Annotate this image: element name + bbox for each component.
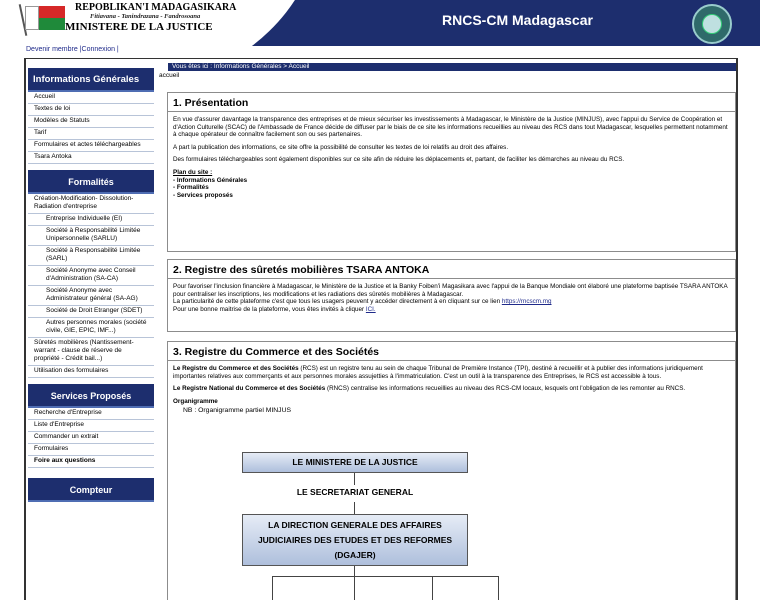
sidebar-item-tarif[interactable]: Tarif [28,128,154,140]
rncs-text: (RNCS) centralise les informations recueillies au niveau des RCS-CM locaux, lesquels ont l'obligation de les remonter au RNCS. [325,385,686,393]
sidebar-services-list [28,408,154,468]
sidebar-item-sdet[interactable]: Société de Droit Etranger (SDET) [28,306,154,318]
org-connector [354,566,355,576]
site-plan-title: Plan du site : [173,168,213,176]
sidebar-item-tsara-antoka[interactable]: Tsara Antoka [28,152,154,164]
user-bar [26,46,119,58]
org-connector [354,502,355,514]
sidebar-services-heading: Services Proposés [28,384,154,408]
userbar-separator: | [114,46,119,53]
org-connector [354,576,355,600]
sidebar-info-list [28,92,154,164]
ministry-seal-icon [692,4,732,44]
org-box-ministry: LE MINISTERE DE LA JUSTICE [242,452,468,473]
presentation-paragraph: Des formulaires téléchargeables sont également disponibles sur ce site afin de réduire les déplacements et, partant, de faciliter les démarches au niveau du RCS. [173,156,625,164]
site-header [0,0,760,46]
login-link[interactable]: Connexion [81,46,115,53]
sidebar-item-recherche[interactable]: Recherche d'Entreprise [28,408,154,420]
ministry-title: MINISTERE DE LA JUSTICE [65,21,213,33]
sidebar-item-formulaires[interactable]: Formulaires [28,444,154,456]
userbar-separator: | [77,46,82,53]
organigram-note: NB : Organigramme partiel MINJUS [183,407,292,415]
presentation-paragraph: A part la publication des informations, ce site offre la possibilité de consulter les textes de loi relatifs au droit des affaires. [173,143,509,151]
rncscm-link[interactable]: https://rncscm.mg [501,298,552,306]
sidebar-item-modeles[interactable]: Modèles de Statuts [28,116,154,128]
sidebar-item-sa-ag[interactable]: Société Anonyme avec Administrateur général (SA-AG) [28,286,154,306]
section-rcs-title: 3. Registre du Commerce et des Sociétés [168,342,735,361]
sidebar-item-suretes[interactable]: Sûretés mobilières (Nantissement-warrant - clause de réserve de propriété - Crédit bail...) [28,338,154,366]
org-connector [354,473,355,485]
sidebar-item-utilisation[interactable]: Utilisation des formulaires [28,366,154,378]
sidebar-item-sarlu[interactable]: Société à Responsabilité Limitée Unipersonnelle (SARLU) [28,226,154,246]
site-plan-item: - Formalités [173,184,209,192]
sidebar-formalites-list [28,194,154,378]
tsara-link-intro: La particularité de cette plateforme c'est que tous les usagers peuvent y accéder directement à en cliquant sur ce lien [173,298,501,306]
site-plan-item: - Informations Générales [173,176,248,184]
sidebar-item-extrait[interactable]: Commander un extrait [28,432,154,444]
sidebar [28,68,154,502]
sidebar-item-creation[interactable]: Création-Modification- Dissolution-Radiation d'entreprise [28,194,154,214]
section-tsara-antoka-title: 2. Registre des sûretés mobilières TSARA ANTOKA [168,260,735,279]
organigram-title: Organigramme [173,397,218,405]
org-connector [498,576,499,600]
sidebar-counter-heading: Compteur [28,478,154,502]
sidebar-item-sa-ca[interactable]: Société Anonyme avec Conseil d'Administration (SA-CA) [28,266,154,286]
frame-top [24,58,738,59]
section-tsara-antoka [167,259,736,332]
help-ici-link[interactable]: ICI. [365,305,376,313]
tsara-help-line [173,306,730,314]
sidebar-item-formulaires-actes[interactable]: Formulaires et actes téléchargeables [28,140,154,152]
republic-motto: Fitiavana - Tanindrazana - Fandrosoana [90,13,201,20]
sidebar-item-autres[interactable]: Autres personnes morales (société civile, GIE, EPIC, IMF...) [28,318,154,338]
madagascar-flag-icon [25,6,65,30]
app-title: RNCS-CM Madagascar [442,12,593,28]
sidebar-item-ei[interactable]: Entreprise Individuelle (EI) [28,214,154,226]
sidebar-item-sarl[interactable]: Société à Responsabilité Limitée (SARL) [28,246,154,266]
signup-link[interactable]: Devenir membre [26,46,78,53]
rncs-lead: Le Registre National du Commerce et des Sociétés [173,385,326,393]
section-rcs [167,341,736,600]
sidebar-item-accueil[interactable]: Accueil [28,92,154,104]
frame-right [736,58,738,600]
rcs-lead: Le Registre du Commerce et des Sociétés [173,365,299,372]
sidebar-formalites-heading: Formalités [28,170,154,194]
presentation-paragraph: En vue d'assurer davantage la transparence des entreprises et de mieux sécuriser les investissements à Madagascar, le Ministère de la Justice (MINJUS), avec l'appui du Service de Coopération et d'Action Culturelle (SCAC) de l'Ambassade de France décide de diffuser par le biais de ce site les informations recueillies au niveau des RCS dans tout Madagascar, lesquelles permettent notamment à chaque opérateur de connaître facilement son ou ses partenaires. [173,116,728,139]
org-connector [432,576,433,600]
rcs-paragraph [173,365,730,380]
tsara-paragraph: Pour favoriser l'inclusion financière à Madagascar, le Ministère de la Justice et la Banky Foiben'i Magasikara avec l'appui de la Banque Mondiale ont élaboré une plateforme baptisée TSARA ANTOKA pour centraliser les inscriptions, les modifications et les radiations des sûretés mobilières à Madagascar. [173,283,728,298]
org-box-dgajer: LA DIRECTION GENERALE DES AFFAIRES JUDICIAIRES DES ETUDES ET DES REFORMES (DGAJER) [242,514,468,566]
sidebar-info-heading: Informations Générales [28,68,154,92]
rncs-paragraph [173,385,730,393]
sidebar-item-textes[interactable]: Textes de loi [28,104,154,116]
rcs-text: (RCS) est un registre tenu au sein de chaque Tribunal de Première Instance (TPI), destiné à recueillir et à publier des informations juridiquement importantes relatives aux commerçants et aux personnes morales assujetties à l'immatriculation. C'est un outil à la transparence des Entreprises, le RCS est accessible à tous. [173,365,703,380]
org-box-secretariat: LE SECRETARIAT GENERAL [296,487,414,497]
section-presentation [167,92,736,252]
republic-title: REPOBLIKAN'I MADAGASIKARA [75,2,237,13]
sidebar-item-faq[interactable]: Foire aux questions [28,456,154,468]
tsara-help-text: Pour une bonne maitrise de la plateforme, vous êtes invités à cliquer [173,305,365,313]
org-connector [272,576,273,600]
breadcrumb: Vous êtes ici : Informations Générales > Accueil [168,63,736,71]
sidebar-item-liste[interactable]: Liste d'Entreprise [28,420,154,432]
org-connector [272,576,498,577]
frame-left [24,58,26,600]
section-presentation-title: 1. Présentation [168,93,735,112]
breadcrumb-current: accueil [159,72,180,79]
tsara-link-line [173,298,730,306]
site-plan-item: - Services proposés [173,191,233,199]
